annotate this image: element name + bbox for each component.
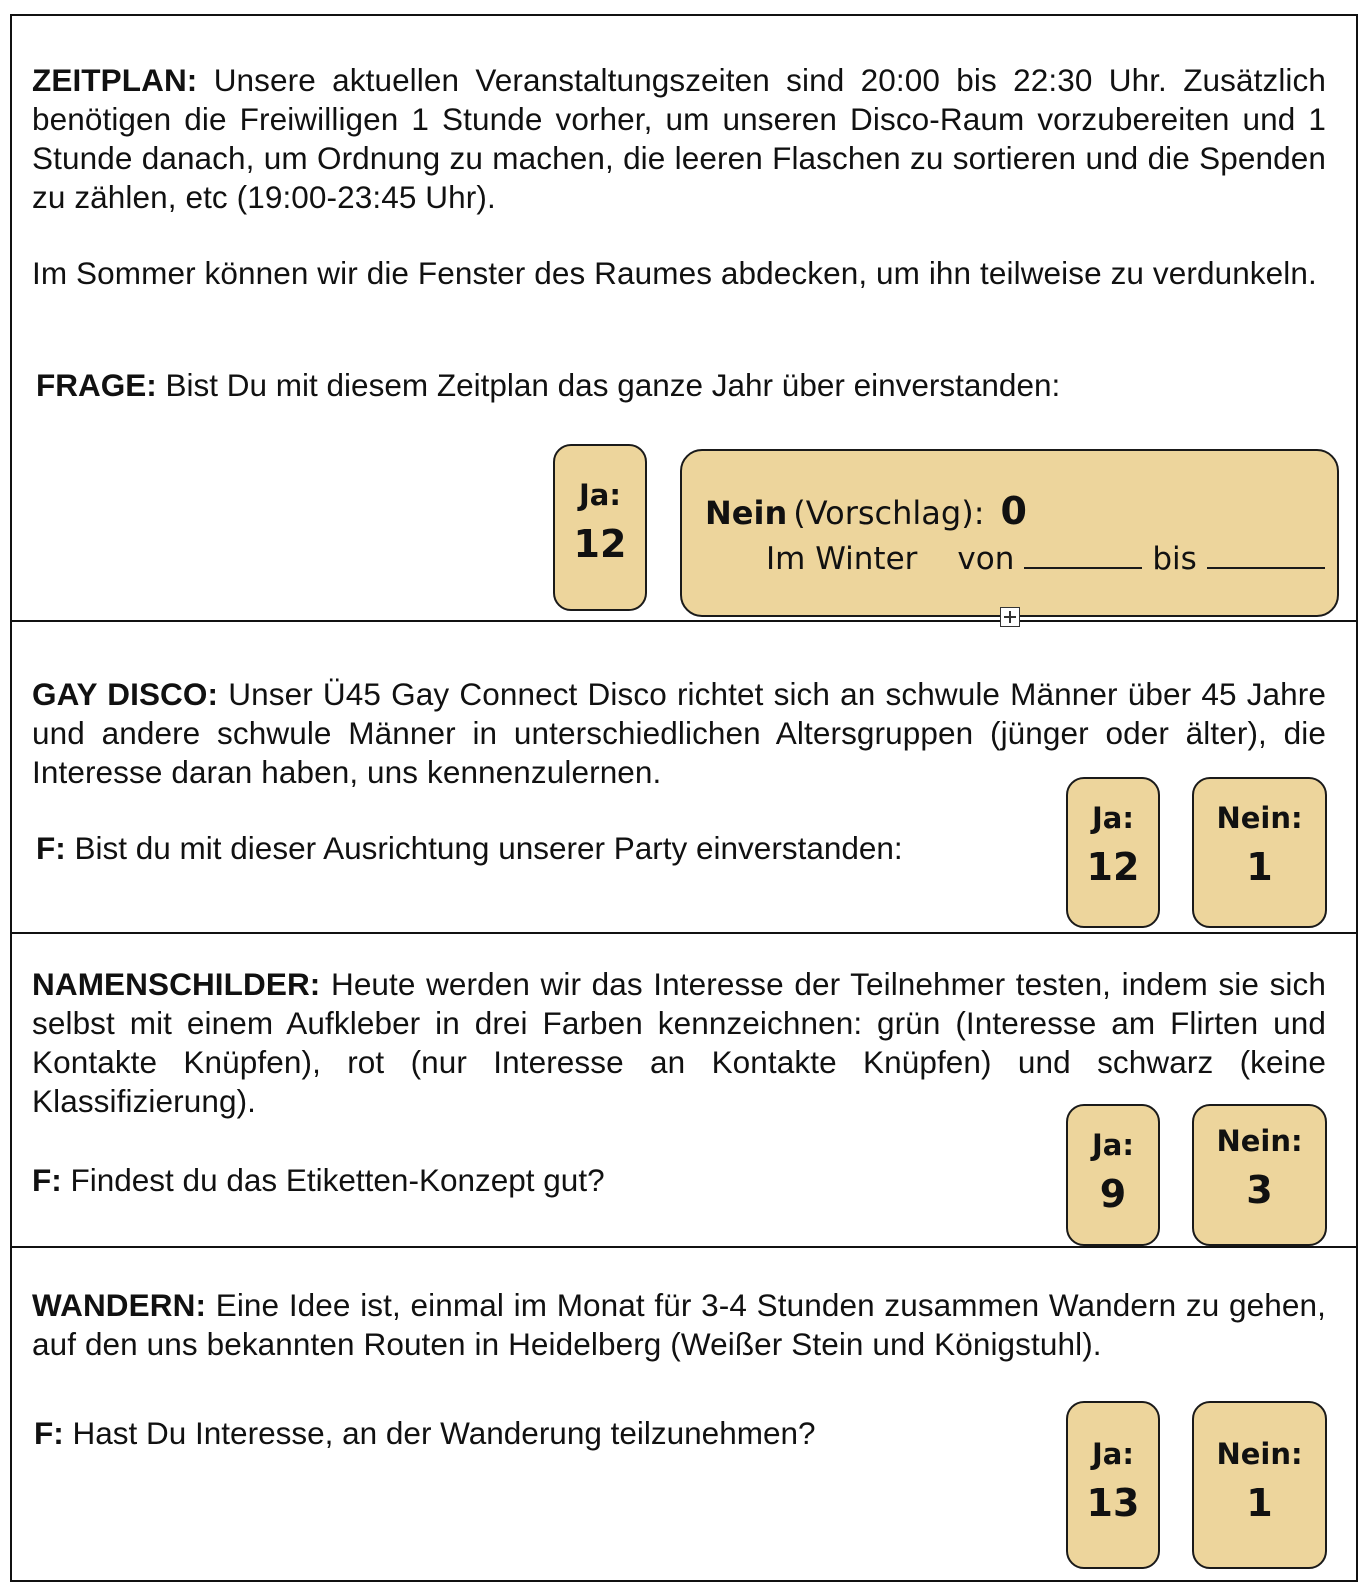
question-label: FRAGE:: [36, 367, 157, 403]
nein-vote-card: [1192, 1401, 1327, 1569]
ja-count: 12: [1086, 845, 1140, 889]
nein-count: 3: [1246, 1168, 1273, 1212]
question-text: Bist Du mit diesem Zeitplan das ganze Jahr über einverstanden:: [165, 367, 1061, 403]
nein-vote-card: [1192, 777, 1327, 928]
nein-count: 1: [1246, 845, 1273, 889]
question-text: Findest du das Etiketten-Konzept gut?: [70, 1162, 605, 1198]
question-text: Bist du mit dieser Ausrichtung unserer Party einverstanden:: [74, 830, 903, 866]
bis-label: bis: [1152, 541, 1197, 577]
namensschilder-text: Heute werden wir das Interesse der Teilnehmer testen, indem sie sich selbst mit einem Aufkleber in drei Farben kennzeichnen: grün (Interesse am Flirten und Kontakte Knüpfen), rot (nur Interesse an Kontakte Knüpfen) und schwarz (keine Klassifizierung).: [32, 966, 1326, 1119]
ja-vote-card: [1066, 777, 1160, 928]
ja-label: Ja:: [1092, 801, 1134, 835]
gay-disco-question: [36, 829, 903, 868]
question-label: F:: [36, 830, 66, 866]
question-text: Hast Du Interesse, an der Wanderung teilzunehmen?: [72, 1415, 816, 1451]
von-blank-field[interactable]: [1024, 539, 1142, 569]
zeitplan-note: Im Sommer können wir die Fenster des Raumes abdecken, um ihn teilweise zu verdunkeln.: [32, 255, 1317, 291]
nein-vote-card: [1192, 1104, 1327, 1246]
ja-vote-card: [553, 444, 647, 611]
nein-label: Nein:: [1216, 1437, 1303, 1471]
winter-label: Im Winter: [766, 541, 918, 577]
nein-label: Nein:: [1216, 801, 1303, 835]
ja-vote-card: [1066, 1104, 1160, 1246]
nein-label: Nein: [705, 494, 788, 532]
von-label: von: [957, 541, 1015, 577]
zeitplan-question: [36, 366, 1060, 405]
wandern-heading: WANDERN:: [32, 1287, 207, 1323]
bis-blank-field[interactable]: [1207, 539, 1325, 569]
question-label: F:: [34, 1415, 64, 1451]
question-label: F:: [32, 1162, 62, 1198]
namensschilder-paragraph: [32, 965, 1326, 1121]
section-divider: [10, 932, 1358, 934]
gay-disco-text: Unser Ü45 Gay Connect Disco richtet sich an schwule Männer über 45 Jahre und andere schwule Männer in unterschiedlichen Altersgruppen (jünger oder älter), die Interesse daran haben, uns kennenzulernen.: [32, 676, 1327, 790]
ja-count: 12: [573, 522, 627, 566]
zeitplan-heading: ZEITPLAN:: [32, 62, 198, 98]
ja-label: Ja:: [579, 478, 621, 512]
gay-disco-heading: GAY DISCO:: [32, 676, 219, 712]
ja-vote-card: [1066, 1401, 1160, 1569]
namensschilder-heading: NAMENSCHILDER:: [32, 966, 321, 1002]
nein-label: Nein:: [1216, 1124, 1303, 1158]
ja-count: 9: [1099, 1172, 1127, 1216]
nein-count: 1: [1246, 1481, 1273, 1525]
zeitplan-paragraph: [32, 61, 1326, 217]
nein-proposal-box: [680, 449, 1339, 617]
section-divider: [10, 620, 1358, 622]
ja-count: 13: [1086, 1481, 1140, 1525]
plus-icon[interactable]: [1000, 607, 1020, 627]
wandern-paragraph: [32, 1286, 1326, 1364]
ja-label: Ja:: [1092, 1437, 1134, 1471]
nein-count: 0: [1000, 489, 1027, 533]
wandern-question: [34, 1414, 816, 1453]
gay-disco-paragraph: [32, 675, 1326, 792]
section-divider: [10, 1246, 1358, 1248]
winter-proposal-line: [766, 539, 1325, 579]
zeitplan-text: Unsere aktuellen Veranstaltungszeiten sind 20:00 bis 22:30 Uhr. Zusätzlich benötigen die Freiwilligen 1 Stunde vorher, um unseren Disco-Raum vorzubereiten und 1 Stunde danach, um Ordnung zu machen, die leeren Flaschen zu sortieren und die Spenden zu zählen, etc (19:00-23:45 Uhr).: [32, 62, 1326, 215]
nein-paren-label: (Vorschlag):: [793, 494, 985, 532]
namensschilder-question: [32, 1161, 605, 1200]
wandern-text: Eine Idee ist, einmal im Monat für 3-4 Stunden zusammen Wandern zu gehen, auf den uns bekannten Routen in Heidelberg (Weißer Stein und Königstuhl).: [32, 1287, 1326, 1362]
ja-label: Ja:: [1092, 1128, 1134, 1162]
nein-proposal-line: [705, 491, 1027, 533]
